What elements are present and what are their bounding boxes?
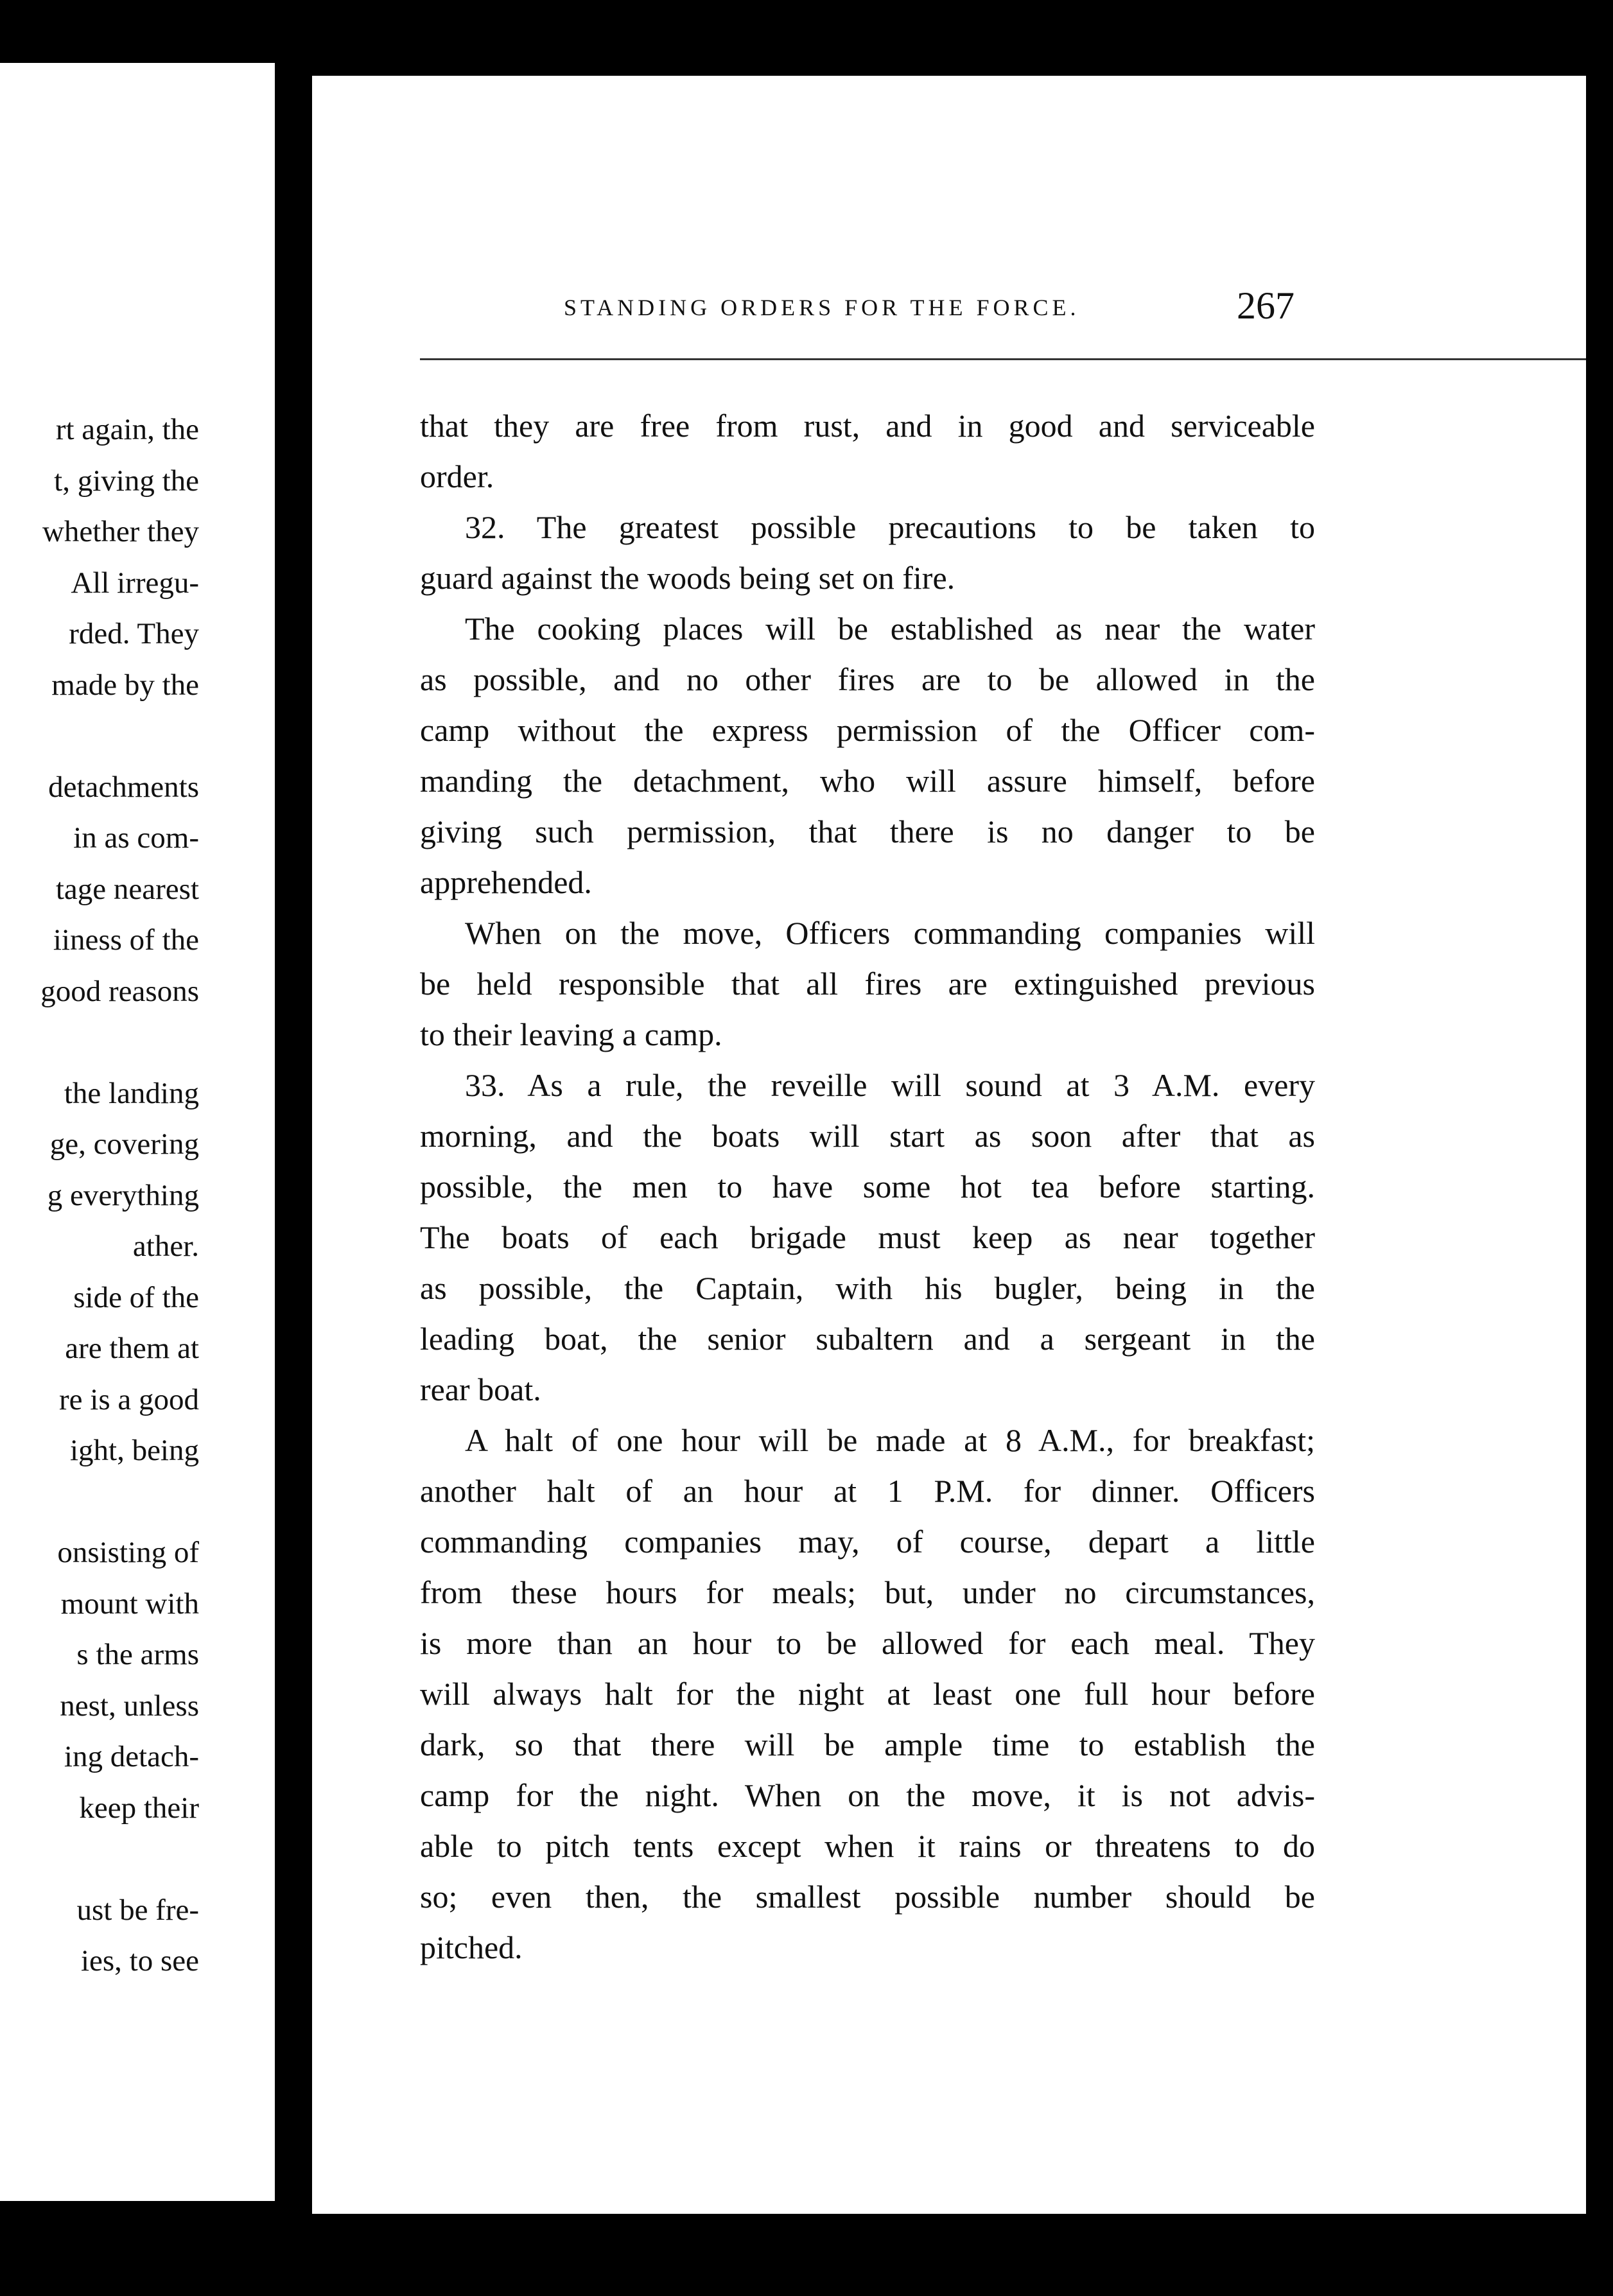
text-line: The cooking places will be established as near the water [465,611,1315,647]
left-page-line: t, giving the [54,464,199,498]
text-line: to their leaving a camp. [420,1016,722,1052]
text-line: order. [420,458,494,494]
text-line: dark, so that there will be ample time to establish the [420,1726,1315,1762]
paragraph [420,604,1315,908]
paragraph [420,1415,1315,1973]
left-page-line: made by the [51,668,199,702]
paragraph [420,401,1315,502]
text-line: manding the detachment, who will assure himself, before [420,763,1315,799]
text-line: rear boat. [420,1371,541,1407]
text-line: so; even then, the smallest possible number should be [420,1879,1315,1915]
text-line: When on the move, Officers commanding companies will [465,915,1315,951]
text-line: as possible, the Captain, with his bugler, being in the [420,1270,1315,1306]
left-page-line: are them at [65,1332,199,1365]
text-line: 32. The greatest possible precautions to be taken to [465,509,1315,545]
page-number: 267 [1237,284,1295,327]
left-page-line: All irregu- [71,566,199,600]
text-line: able to pitch tents except when it rains or threatens to do [420,1828,1315,1864]
left-page-line: s the arms [76,1638,199,1671]
text-line: from these hours for meals; but, under no circumstances, [420,1574,1315,1610]
paragraph [420,908,1315,1060]
body-text [420,401,1315,1973]
text-line: commanding companies may, of course, depart a little [420,1524,1315,1560]
text-line: pitched. [420,1929,523,1965]
left-page-line: iiness of the [53,923,199,957]
header-rule [420,358,1586,360]
left-page-line: ather. [132,1230,199,1263]
left-page-line: rt again, the [55,413,199,446]
text-line: The boats of each brigade must keep as near together [420,1219,1315,1255]
text-line: guard against the woods being set on fire. [420,560,955,596]
left-page-line: mount with [60,1587,199,1621]
left-page-line: whether they [42,515,199,548]
text-line: A halt of one hour will be made at 8 A.M., for breakfast; [465,1422,1315,1458]
text-line: 33. As a rule, the reveille will sound at 3 A.M. every [465,1067,1315,1103]
left-page-line: g everything [47,1178,199,1212]
text-line: is more than an hour to be allowed for each meal. They [420,1625,1315,1661]
left-page-line: re is a good [59,1382,199,1416]
left-page-line: rded. They [69,617,199,650]
left-page-line: onsisting of [57,1536,199,1569]
left-page-line: detachments [48,770,199,804]
book-gutter [275,59,312,2216]
right-page [312,76,1586,2214]
left-page-line: ust be fre- [76,1893,199,1927]
paragraph [420,1060,1315,1415]
text-line: leading boat, the senior subaltern and a sergeant in the [420,1321,1315,1357]
text-line: be held responsible that all fires are extinguished previous [420,966,1315,1002]
left-page-line: ies, to see [80,1944,199,1978]
text-line: will always halt for the night at least one full hour before [420,1676,1315,1712]
left-page-line: keep their [79,1791,199,1825]
text-line: camp for the night. When on the move, it is not advis- [420,1777,1315,1813]
left-page-line: side of the [73,1280,199,1314]
left-page-line: tage nearest [55,872,199,906]
left-page-line: the landing [64,1076,199,1110]
text-line: as possible, and no other fires are to be allowed in the [420,661,1315,697]
text-line: apprehended. [420,864,592,900]
text-line: giving such permission, that there is no danger to be [420,813,1315,849]
text-line: morning, and the boats will start as soon after that as [420,1118,1315,1154]
running-head: STANDING ORDERS FOR THE FORCE. [564,295,1080,320]
paragraph [420,502,1315,604]
left-page-line: ight, being [69,1434,199,1467]
left-page-line: nest, unless [60,1689,199,1723]
left-page-line: in as com- [73,821,199,855]
left-page-line: good reasons [40,974,199,1008]
text-line: camp without the express permission of the Officer com- [420,712,1315,748]
text-line: possible, the men to have some hot tea before starting. [420,1169,1315,1205]
left-page-line: ge, covering [49,1127,199,1161]
left-page-line: ing detach- [64,1740,199,1773]
text-line: that they are free from rust, and in good and serviceable [420,408,1315,444]
text-line: another halt of an hour at 1 P.M. for dinner. Officers [420,1473,1315,1509]
left-page-fragment [0,63,275,2201]
